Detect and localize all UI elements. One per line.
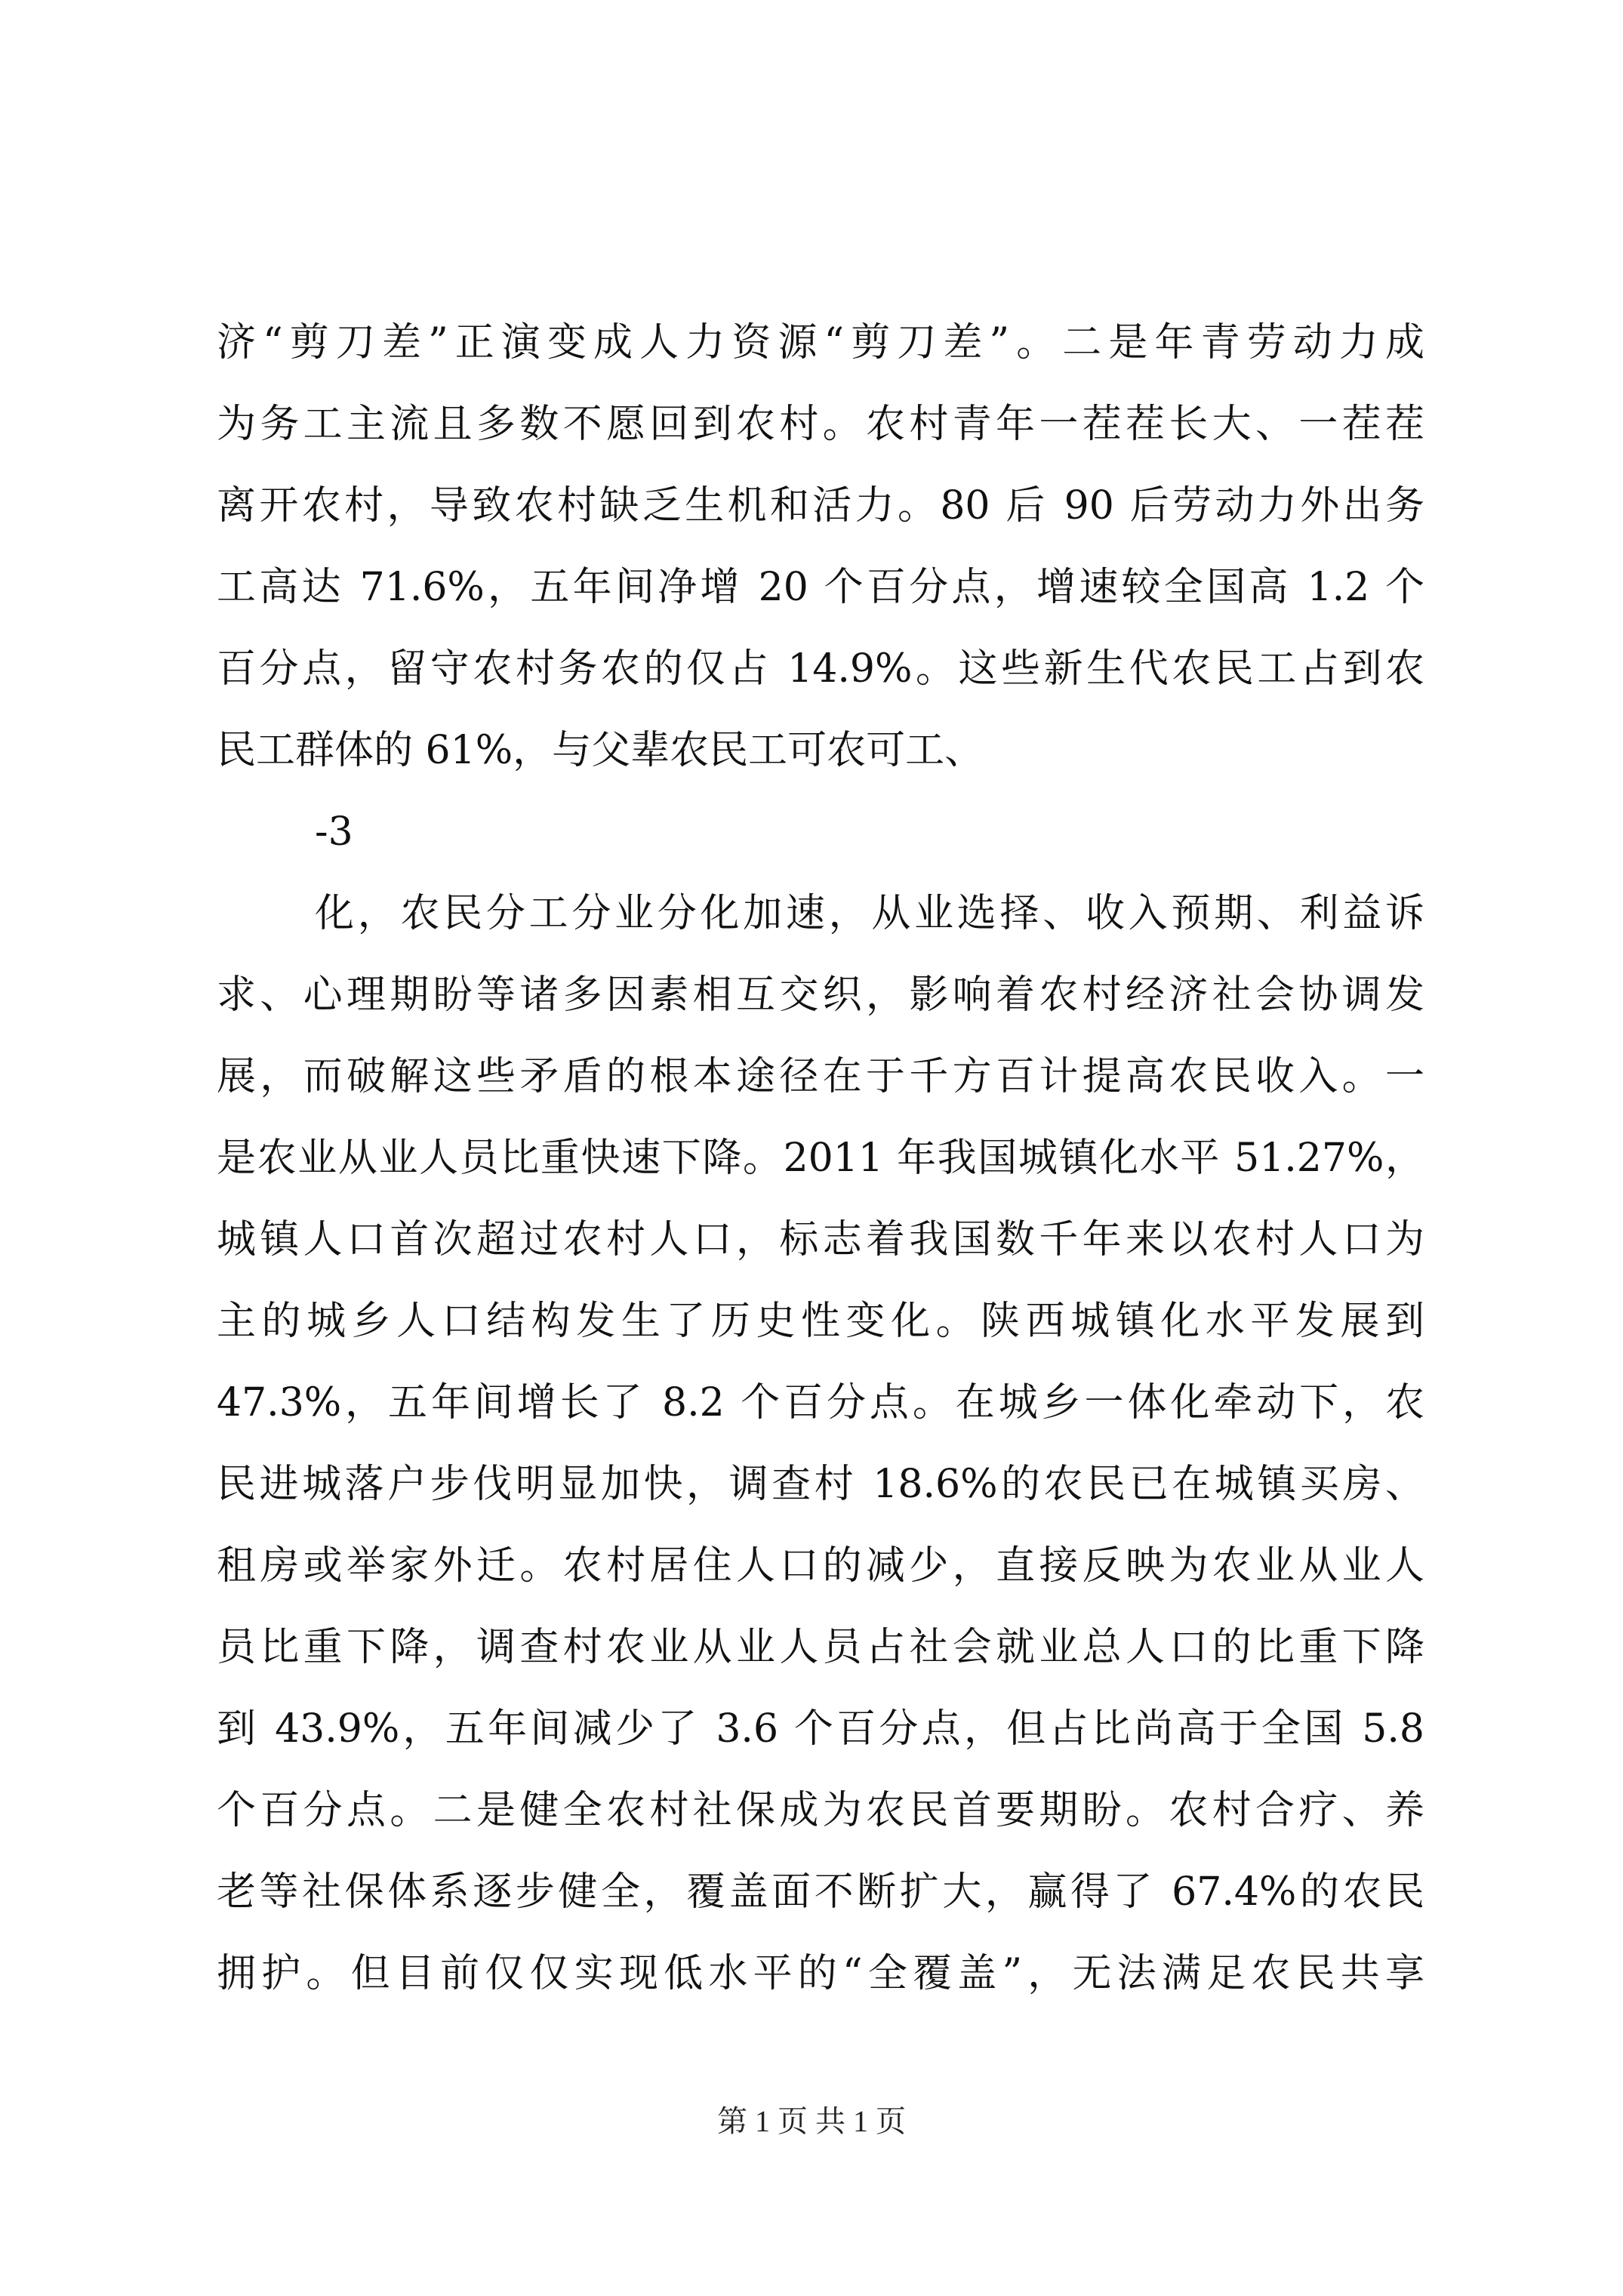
text-line: 工高达 71.6%，五年间净增 20 个百分点，增速较全国高 1.2 个: [217, 565, 1424, 610]
text-line: 城镇人口首次超过农村人口，标志着我国数千年来以农村人口为: [217, 1217, 1424, 1262]
text-line: 民进城落户步伐明显加快，调查村 18.6%的农民已在城镇买房、: [217, 1462, 1424, 1507]
body-text: [217, 302, 1424, 2014]
text-line: 租房或举家外迁。农村居住人口的减少，直接反映为农业从业人: [217, 1543, 1424, 1589]
text-line: 化，农民分工分业分化加速，从业选择、收入预期、利益诉: [315, 891, 1424, 936]
text-line: 是农业从业人员比重快速下降。2011 年我国城镇化水平 51.27%，: [217, 1136, 1424, 1181]
text-line: 济“剪刀差”正演变成人力资源“剪刀差”。二是年青劳动力成: [217, 320, 1424, 365]
text-line: 离开农村，导致农村缺乏生机和活力。80 后 90 后劳动力外出务: [217, 483, 1424, 529]
text-line: 47.3%，五年间增长了 8.2 个百分点。在城乡一体化牵动下，农: [217, 1380, 1424, 1425]
text-line: 个百分点。二是健全农村社保成为农民首要期盼。农村合疗、养: [217, 1788, 1424, 1833]
text-line: 展，而破解这些矛盾的根本途径在于千方百计提高农民收入。一: [217, 1054, 1424, 1099]
text-line: 求、心理期盼等诸多因素相互交织，影响着农村经济社会协调发: [217, 972, 1424, 1018]
text-line: 员比重下降，调查村农业从业人员占社会就业总人口的比重下降: [217, 1625, 1424, 1670]
page-footer: 第 1 页 共 1 页: [717, 2104, 906, 2138]
text-line: 为务工主流且多数不愿回到农村。农村青年一茬茬长大、一茬茬: [217, 402, 1424, 447]
text-line: 主的城乡人口结构发生了历史性变化。陕西城镇化水平发展到: [217, 1299, 1424, 1344]
text-line: 拥护。但目前仅仅实现低水平的“全覆盖”，无法满足农民共享: [217, 1951, 1424, 1996]
page-marker: -3: [315, 809, 353, 855]
text-line: 到 43.9%，五年间减少了 3.6 个百分点，但占比尚高于全国 5.8: [217, 1706, 1424, 1752]
text-line: 老等社保体系逐步健全，覆盖面不断扩大，赢得了 67.4%的农民: [217, 1869, 1424, 1915]
text-line: 百分点，留守农村务农的仅占 14.9%。这些新生代农民工占到农: [217, 646, 1424, 692]
text-line: 民工群体的 61%，与父辈农民工可农可工、: [217, 728, 984, 773]
